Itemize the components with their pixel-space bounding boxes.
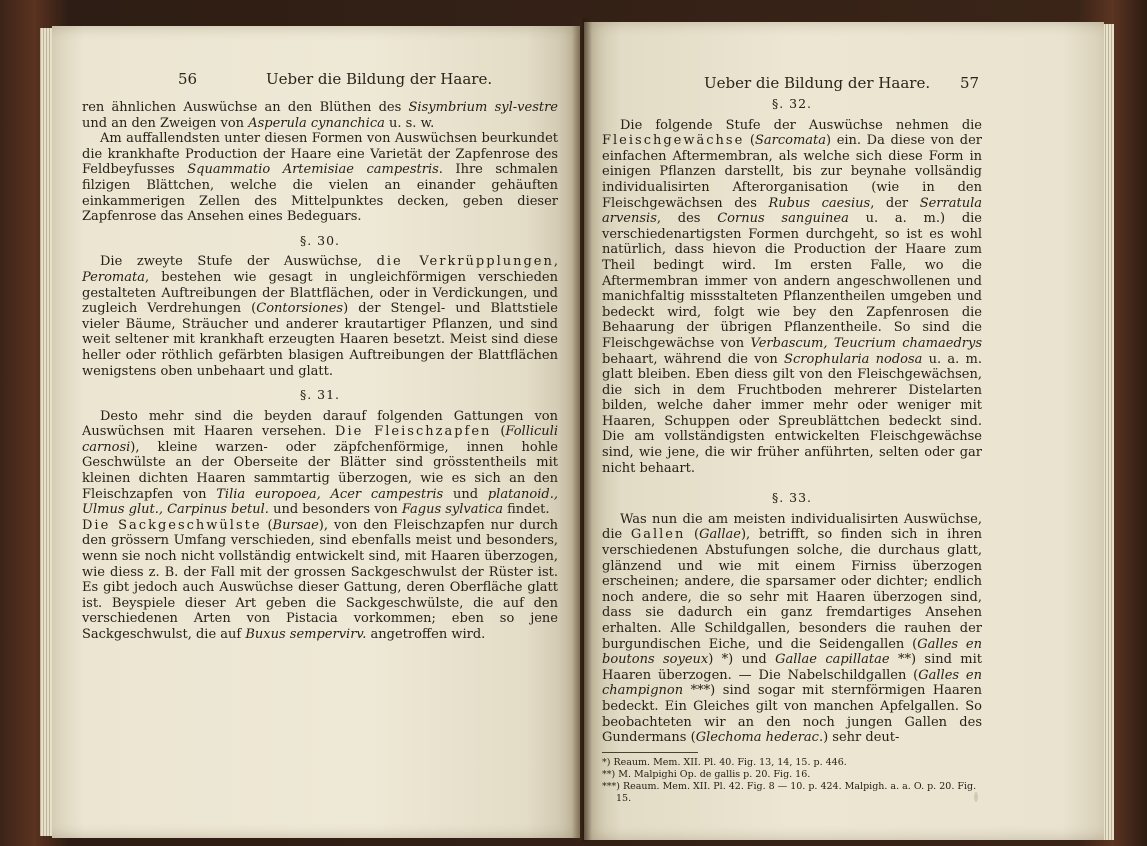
footnote-rule [602, 752, 698, 753]
text-run: findet. [502, 502, 550, 518]
right-para-32 [602, 118, 982, 477]
section-heading-33: §. 33. [771, 490, 813, 506]
text-run: , des [656, 211, 718, 227]
italic-run: Cornus sanguinea [717, 211, 849, 227]
text-run: Was nun die am meisten individualisirten Auswüchse, die [602, 511, 982, 543]
text-run: und [443, 486, 488, 502]
italic-run: Verbascum, Teucrium chamaedrys [750, 335, 983, 351]
italic-run: Serratula arvensis [602, 195, 982, 227]
text-run: , bestehen wie gesagt in ungleichförmigen verschieden gestalteten Auftreibungen der Blattflächen, oder in Verdickungen, und zugleich Verdrehungen ( [82, 269, 558, 317]
spaced-run: Die Fleischzapfen [335, 424, 492, 440]
text-run: ), von den Fleischzapfen nur durch den grössern Umfang verschieden, sind ebenfalls meist und besonders, wenn sie noch nicht vollständig entwickelt sind, mit Haaren überzogen, wie diess z. B. der Fall mit der grossen Sackgeschwulst der Rüster ist. Es gibt jedoch auch Auswüchse dieser Gattung, deren Oberfläche glatt ist. Beyspiele dieser Art geben die Sackgeschwülste, die auf den verschiedenen Arten von Pistacia vorkommen; eben so jene Sackgeschwulst, die auf [82, 517, 558, 642]
italic-run: Galles en champignon [602, 667, 983, 699]
left-page-edges [40, 28, 52, 836]
text-run: ) der Stengel- und Blattstiele vieler Bäume, Sträucher und anderer krautartiger Pflanzen, und sind weit seltener mit krankhaft erzeugten Haaren besetzt. Meist sind diese heller oder röthlich gefärbten blasigen Auftreibungen der Blattflächen wenigstens oben unbehaart und glatt. [82, 301, 558, 379]
right-para-33 [602, 512, 982, 746]
left-page-body [82, 100, 558, 643]
paper-stain [974, 792, 978, 802]
text-run: Die folgende Stufe der Auswüchse nehmen die [620, 117, 982, 133]
text-run: angetroffen wird. [366, 627, 486, 642]
text-run: ( [491, 424, 506, 440]
section-heading-30: §. 30. [299, 232, 341, 248]
right-running-head: Ueber die Bildung der Haare. [704, 74, 931, 92]
text-run: u. a. m. glatt bleiben. Eben diess gilt von den Fleischgewächsen, die sich in dem Fruchtboden mehrerer Distelarten bilden, welche daher immer mehr oder weniger mit Haaren, Schuppen oder Spreublättchen bedeckt sind. Die am vollständigsten entwickelten Fleischgewächse sind, wie jene, die wir früher anführten, selten oder gar nicht behaart. [602, 351, 983, 476]
left-para-zapfenrose [82, 131, 558, 225]
italic-run: Gallae capillatae [775, 652, 890, 668]
italic-run: Gallae [699, 527, 741, 543]
italic-run: Buxus sempervirv. [245, 627, 367, 642]
text-run: behaart, während die von [602, 351, 785, 367]
footnote-3: ***) Reaum. Mem. XII. Pl. 42. Fig. 8 — 10. p. 424. Malpigh. a. a. O. p. 20. Fig. 15. [602, 780, 977, 804]
text-run: , [553, 254, 559, 270]
text-run: ), kleine warzen- oder zäpfchenförmige, innen hohle Geschwülste an der Oberseite der Blätter sind grösstentheils mit kleinen dichten Haaren sammtartig überzogen, wie es sich an den Fleischzapfen von [82, 439, 558, 502]
italic-run: Asperula cynanchica [248, 115, 385, 131]
text-run: ***) sind sogar mit sternförmigen Haaren bedeckt. Ein Gleiches gilt von manchen Apfelgallen. So beobachteten wir an den noch jungen Gallen des Gundermans ( [602, 683, 982, 746]
right-page [584, 22, 1104, 840]
section-heading-32: §. 32. [771, 96, 813, 111]
italic-run: Scrophularia nodosa [784, 351, 923, 367]
text-run: ) sehr deut- [823, 730, 900, 746]
left-running-head: Ueber die Bildung der Haare. [266, 70, 493, 88]
footnote-2: **) M. Malpighi Op. de gallis p. 20. Fig. 16. [602, 768, 811, 780]
left-para-31a [82, 409, 558, 518]
italic-run: Bursae [272, 517, 319, 533]
text-run: und an den Zweigen von [82, 115, 249, 131]
text-run: ( [685, 527, 700, 543]
italic-run: Fagus sylvatica [401, 502, 503, 518]
italic-run: Rubus caesius [768, 195, 871, 211]
text-run: Desto mehr sind die beyden darauf folgenden Gattungen von Auswüchsen mit Haaren versehen. [82, 408, 558, 440]
book-gutter [572, 18, 592, 842]
left-page-number: 56 [178, 70, 198, 88]
text-run: u. a. m.) die verschiedenartigsten Formen durchgeht, so ist es wohl natürlich, dass hievon die Production der Haare zum Theil bedingt wird. Im ersten Falle, wo die Aftermembran immer von andern angeschwollenen und manichfaltig missstalteten Pflanzentheilen umgeben und bedeckt wird, folgt wie bey den Zapfenrosen die Behaarung der übrigen Pflanzentheile. So sind die Fleischgewächse von [602, 211, 983, 351]
footnote-1: *) Reaum. Mem. XII. Pl. 40. Fig. 13, 14, 15. p. 446. [602, 756, 847, 768]
text-run: ) *) und [708, 652, 776, 668]
spaced-run: die Verkrüpplungen [376, 254, 554, 270]
right-page-number: 57 [960, 74, 980, 92]
text-run: Die zweyte Stufe der Auswüchse, [100, 254, 377, 270]
text-run: . Ihre schmalen filzigen Blättchen, welche die vielen an einander gehäuften einkammerigen Zellen des Mittelpunktes decken, geben dieser Zapfenrose das Ansehen eines Bedeguars. [82, 162, 558, 225]
section-heading-31: §. 31. [299, 387, 341, 403]
left-para-31b [82, 518, 558, 643]
italic-run: Folliculi carnosi [82, 424, 558, 455]
text-run: ren ähnlichen Auswüchse an den Blüthen des [82, 100, 409, 115]
italic-run: Galles en boutons soyeux [602, 636, 983, 668]
spaced-run: Fleischgewächse [602, 133, 745, 149]
italic-run: Tilia europoea, Acer campestris [216, 486, 444, 502]
italic-run: platanoid., Ulmus glut., Carpinus betul. [82, 486, 558, 518]
text-run: ( [261, 517, 273, 533]
left-page [52, 26, 580, 838]
left-para-intro [82, 100, 558, 131]
text-run: u. s. w. [384, 115, 435, 131]
italic-run: Contorsiones [256, 301, 344, 317]
text-run: , der [870, 195, 920, 211]
left-para-30 [82, 254, 558, 379]
text-run: ) ein. Da diese von der einfachen Aftermembran, als welche sich diese Form in einigen Pflanzen darstellt, bis zur beynahe vollsändig individualisirten Afterorganisation (wie in den Fleischgewächsen des [602, 133, 982, 211]
spaced-run: Gallen [630, 527, 686, 543]
right-page-body [602, 94, 982, 805]
italic-run: Peromata [82, 269, 145, 285]
text-run: und besonders von [268, 502, 402, 518]
text-run: ( [744, 133, 755, 149]
italic-run: Glechoma hederac. [695, 730, 824, 746]
text-run: Am auffallendsten unter diesen Formen von Auswüchsen beurkundet die krankhafte Production der Haare eine Varietät der Zapfenrose des Feldbeyfusses [82, 131, 558, 178]
spaced-run: Die Sackgeschwülste [82, 517, 262, 533]
italic-run: Sarcomata [754, 133, 826, 149]
italic-run: Squammatio Artemisiae campestris [187, 162, 439, 178]
italic-run: Sisymbrium syl-vestre [408, 100, 558, 115]
text-run: ), betrifft, so finden sich in ihren verschiedenen Abstufungen solche, die durchaus glatt, glänzend und wie mit einem Firniss überzogen erscheinen; andere, die sparsamer oder dichter; endlich noch andere, die so sehr mit Haaren überzogen sind, dass sie dadurch ein ganz fremdartiges Ansehen erhalten. Alle Schildgallen, besonders die rauhen der burgundischen Eiche, und die Seidengallen ( [602, 527, 982, 652]
text-run: **) sind mit Haaren überzogen. — Die Nabelschildgallen ( [602, 652, 982, 683]
